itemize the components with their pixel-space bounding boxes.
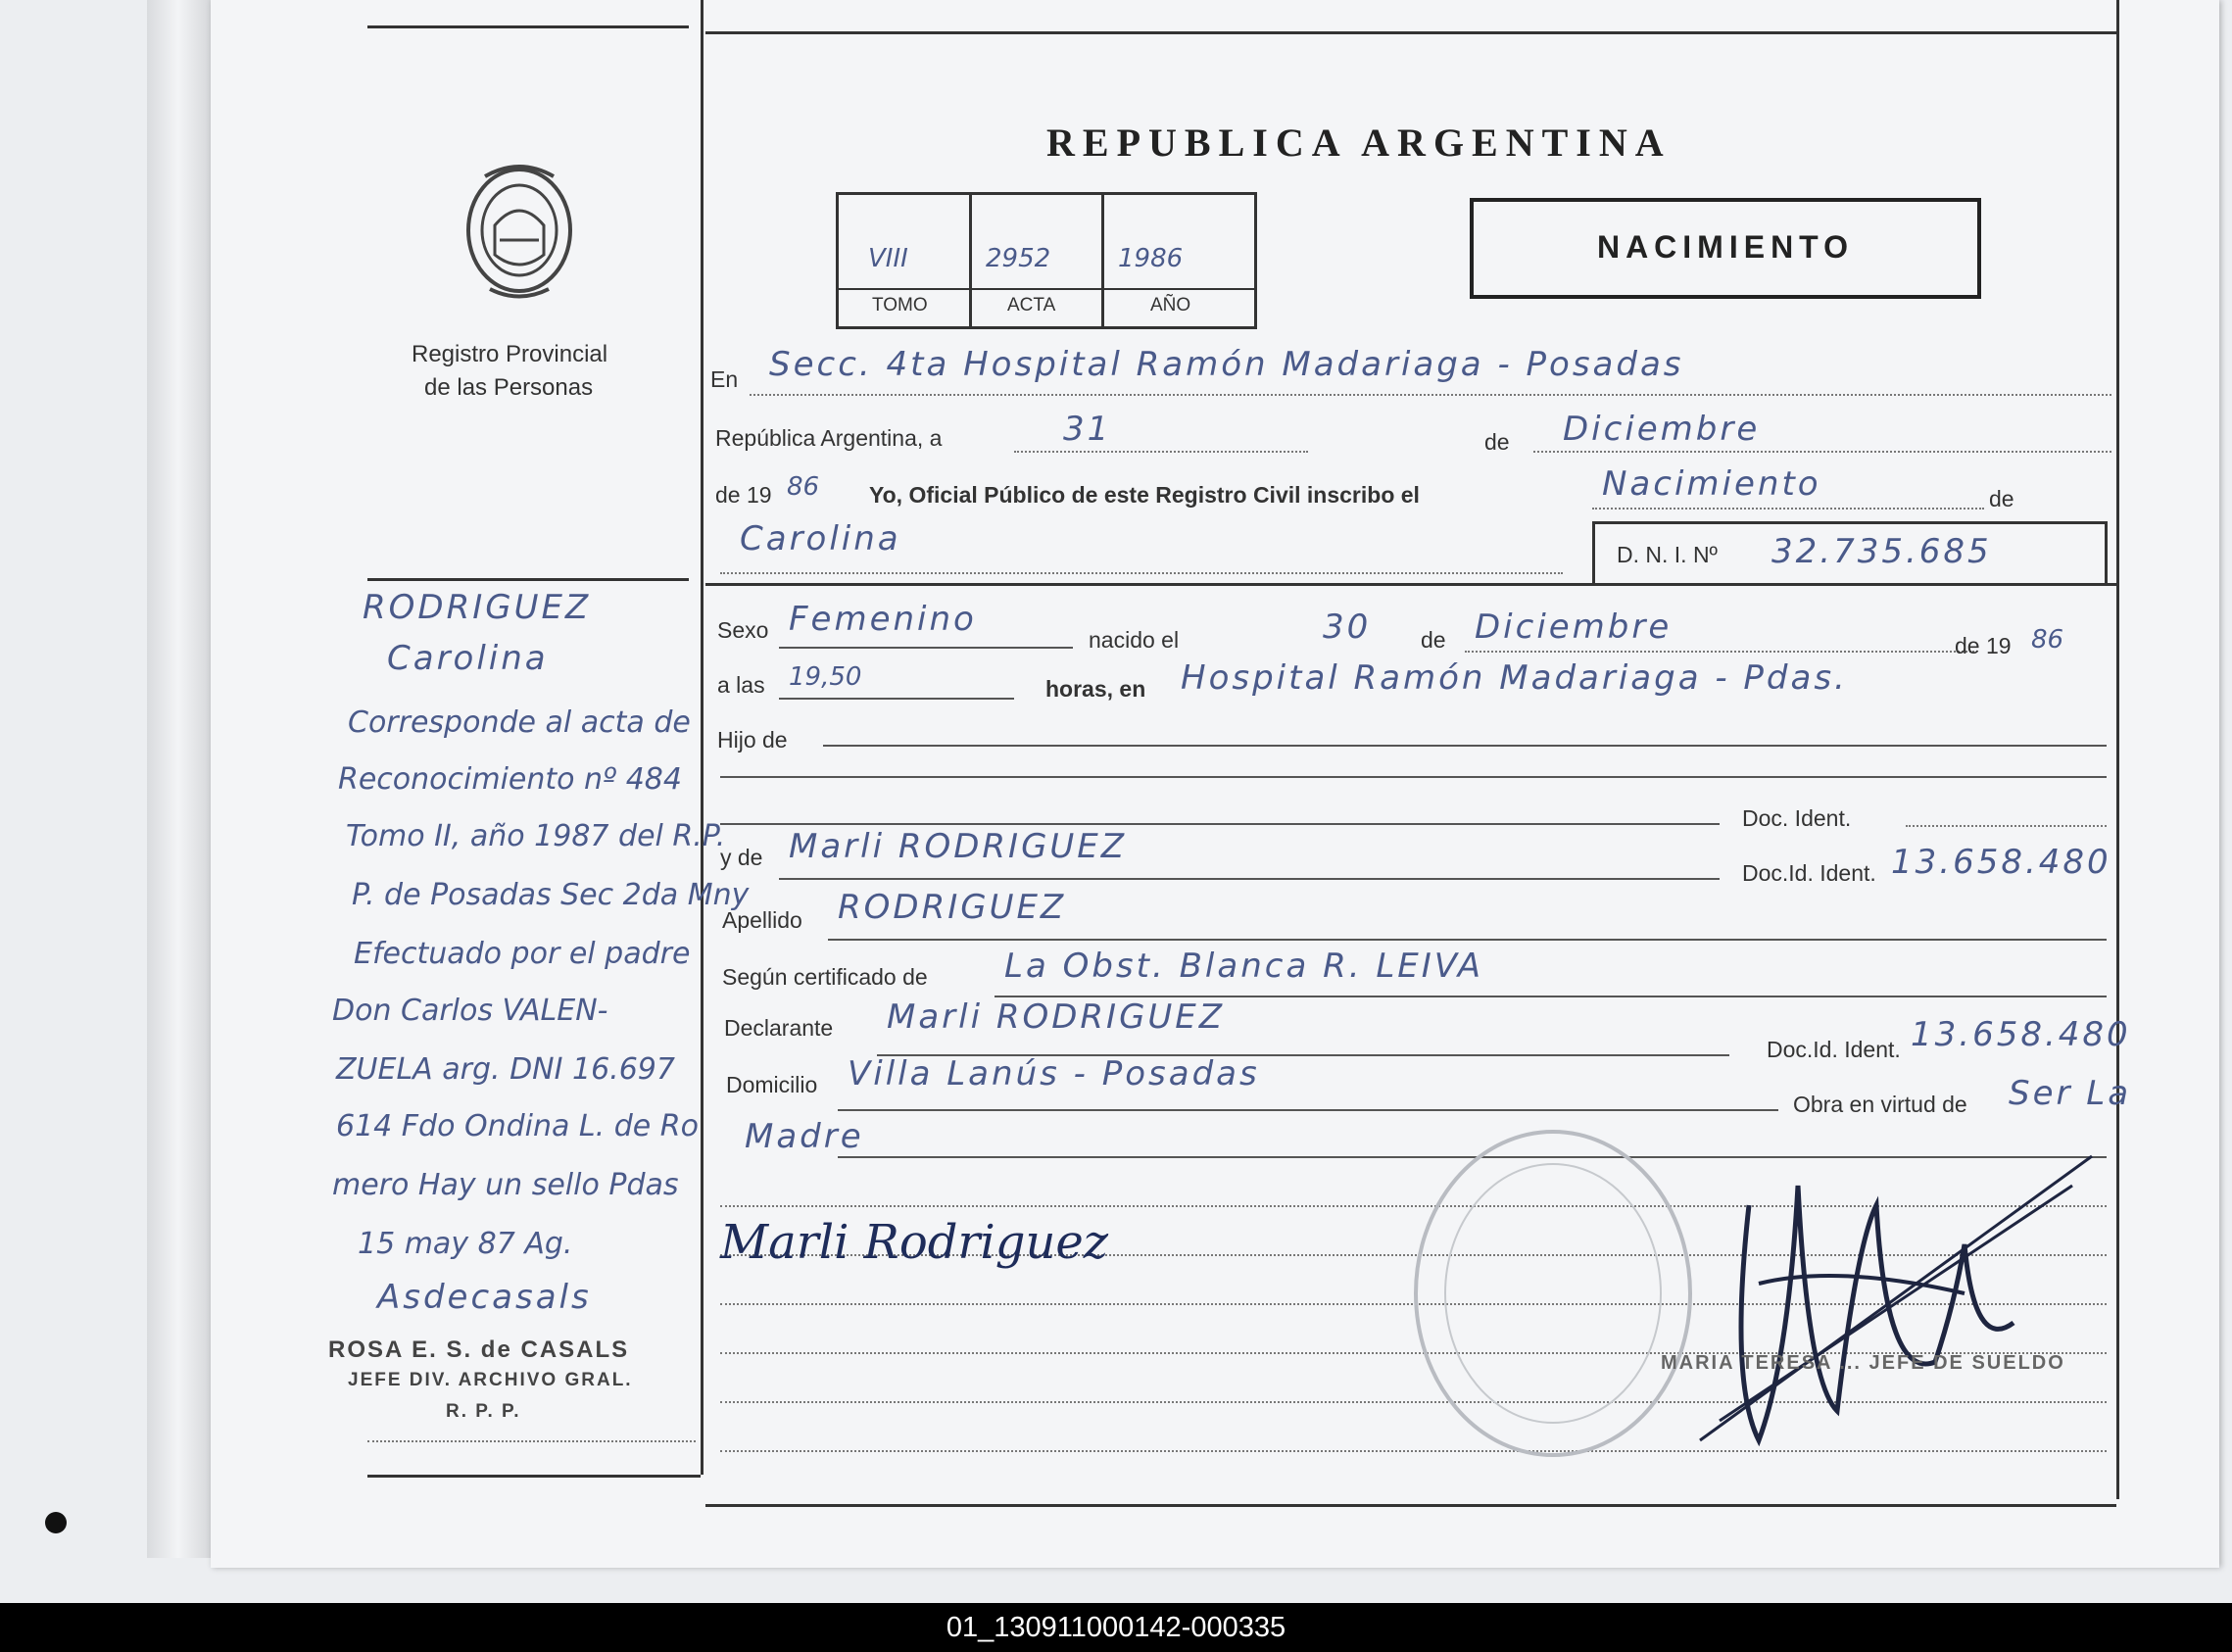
declarante-doc-value: 13.658.480 (1911, 1015, 2131, 1054)
photo-speck (45, 1512, 67, 1533)
birth-month-value: Diciembre (1475, 607, 1673, 647)
underline (838, 1109, 1778, 1111)
declarante-value: Marli RODRIGUEZ (887, 997, 1226, 1037)
republica-label: República Argentina, a (715, 425, 943, 451)
sexo-label: Sexo (717, 617, 769, 643)
segun-label: Según certificado de (722, 964, 928, 990)
nacido-label: nacido el (1089, 627, 1180, 653)
day-value: 31 (1063, 410, 1112, 449)
mother-doc-value: 13.658.480 (1891, 843, 2111, 882)
apellido-label: Apellido (722, 907, 802, 933)
margin-line: ZUELA arg. DNI 16.697 (336, 1052, 675, 1087)
column-divider (701, 0, 704, 1475)
margin-line: Carolina (387, 639, 549, 678)
de19-label: de 19 (1955, 633, 2012, 658)
birth-year-suffix: 86 (2031, 625, 2064, 655)
obra-value: Ser La (2009, 1074, 2132, 1113)
margin-line: Don Carlos VALEN- (332, 994, 608, 1028)
dni-label: D. N. I. Nº (1617, 542, 1718, 567)
dotted-rule (1592, 508, 1984, 510)
archive-stamp-line2: JEFE DIV. ARCHIVO GRAL. (348, 1370, 633, 1390)
acta-label: ACTA (1007, 295, 1056, 316)
dotted-rule (1533, 451, 2111, 453)
margin-line: 614 Fdo Ondina L. de Ro (336, 1109, 699, 1143)
hour-value: 19,50 (789, 662, 862, 692)
declarante-signature: Marli Rodriguez (720, 1215, 1109, 1270)
margin-line: Efectuado por el padre (354, 937, 691, 971)
dotted-rule (1465, 651, 1974, 653)
de-label2: de (1989, 486, 2014, 511)
y-de-label: y de (720, 845, 763, 870)
de-label3: de (1421, 627, 1446, 653)
margin-line: mero Hay un sello Pdas (332, 1168, 679, 1202)
file-id-bar (0, 1603, 2232, 1652)
margin-line: Tomo II, año 1987 del R.P. (346, 819, 726, 853)
declarante-label: Declarante (724, 1015, 834, 1041)
archive-stamp-line3: R. P. P. (446, 1401, 521, 1422)
tomo-value: VIII (868, 244, 908, 273)
sexo-value: Femenino (789, 600, 977, 639)
apellido-value: RODRIGUEZ (838, 888, 1067, 927)
dni-value: 32.735.685 (1771, 532, 1992, 571)
margin-line: Corresponde al acta de (348, 705, 691, 740)
margin-line: Reconocimiento nº 484 (338, 762, 682, 797)
dotted-rule (720, 572, 1563, 574)
margin-line: 15 may 87 Ag. (358, 1227, 573, 1261)
act-written-value: Nacimiento (1602, 464, 1821, 504)
underline (779, 698, 1014, 700)
provincial-seal-icon (456, 157, 583, 304)
certificate-page (211, 0, 2219, 1568)
underline (720, 776, 2107, 778)
doc-ident-label3: Doc.Id. Ident. (1767, 1037, 1901, 1062)
underline (779, 647, 1073, 649)
underline (828, 939, 2107, 941)
registry-line2: de las Personas (424, 374, 594, 401)
left-top-rule (367, 25, 689, 28)
horas-label: horas, en (1045, 676, 1146, 702)
right-top-rule (705, 31, 2116, 34)
tomo-label: TOMO (872, 295, 928, 316)
obra-label: Obra en virtud de (1793, 1092, 1967, 1117)
left-mid-rule (367, 578, 689, 581)
registry-line1: Registro Provincial (412, 341, 608, 367)
country-title: REPUBLICA ARGENTINA (1046, 121, 1672, 165)
official-signature-icon (1641, 1127, 2111, 1470)
right-bottom-rule (705, 1504, 2116, 1507)
dni-box (1592, 521, 2108, 586)
domicilio-label: Domicilio (726, 1072, 818, 1097)
a-las-label: a las (717, 672, 765, 698)
archive-stamp-line1: ROSA E. S. de CASALS (328, 1336, 630, 1363)
margin-signature: Asdecasals (377, 1278, 592, 1317)
underline (779, 878, 1720, 880)
month-value: Diciembre (1563, 410, 1761, 449)
de-label: de (1484, 429, 1510, 455)
year-suffix: 86 (787, 472, 820, 502)
place-value: Secc. 4ta Hospital Ramón Madariaga - Posadas (769, 345, 1684, 384)
act-type-box (1470, 198, 1981, 299)
mother-name-value: Marli RODRIGUEZ (789, 827, 1128, 866)
underline (720, 823, 1720, 825)
acta-value: 2952 (986, 244, 1051, 273)
hijo-label: Hijo de (717, 727, 788, 753)
dotted-rule (1906, 825, 2107, 827)
certificado-value: La Obst. Blanca R. LEIVA (1004, 947, 1483, 986)
dotted-rule (1014, 451, 1308, 453)
record-number-box (836, 192, 1257, 329)
year-prefix: de 19 (715, 482, 772, 508)
obra-value2: Madre (745, 1117, 864, 1156)
dotted-rule (750, 394, 2111, 396)
domicilio-value: Villa Lanús - Posadas (848, 1054, 1260, 1093)
doc-ident-label2: Doc.Id. Ident. (1742, 860, 1876, 886)
margin-line: P. de Posadas Sec 2da Mny (352, 878, 750, 912)
doc-ident-label: Doc. Ident. (1742, 805, 1852, 831)
birth-day-value: 30 (1323, 607, 1372, 647)
birth-place-value: Hospital Ramón Madariaga - Pdas. (1181, 658, 1848, 698)
official-stamp-text: MARIA TERESA ... JEFE DE SUELDO (1661, 1352, 2065, 1374)
name-value: Carolina (740, 519, 901, 559)
dotted-rule (367, 1440, 696, 1442)
file-id: 01_130911000142-000335 (946, 1612, 1286, 1643)
act-type-label: NACIMIENTO (1596, 229, 1855, 265)
left-bottom-rule (367, 1475, 701, 1478)
ano-label: AÑO (1150, 295, 1191, 316)
ano-value: 1986 (1118, 244, 1184, 273)
en-label: En (710, 366, 739, 392)
underline (823, 745, 2107, 747)
margin-line: RODRIGUEZ (363, 588, 592, 627)
oficial-text: Yo, Oficial Público de este Registro Civil inscribo el (869, 482, 1420, 508)
right-border (2116, 0, 2119, 1499)
